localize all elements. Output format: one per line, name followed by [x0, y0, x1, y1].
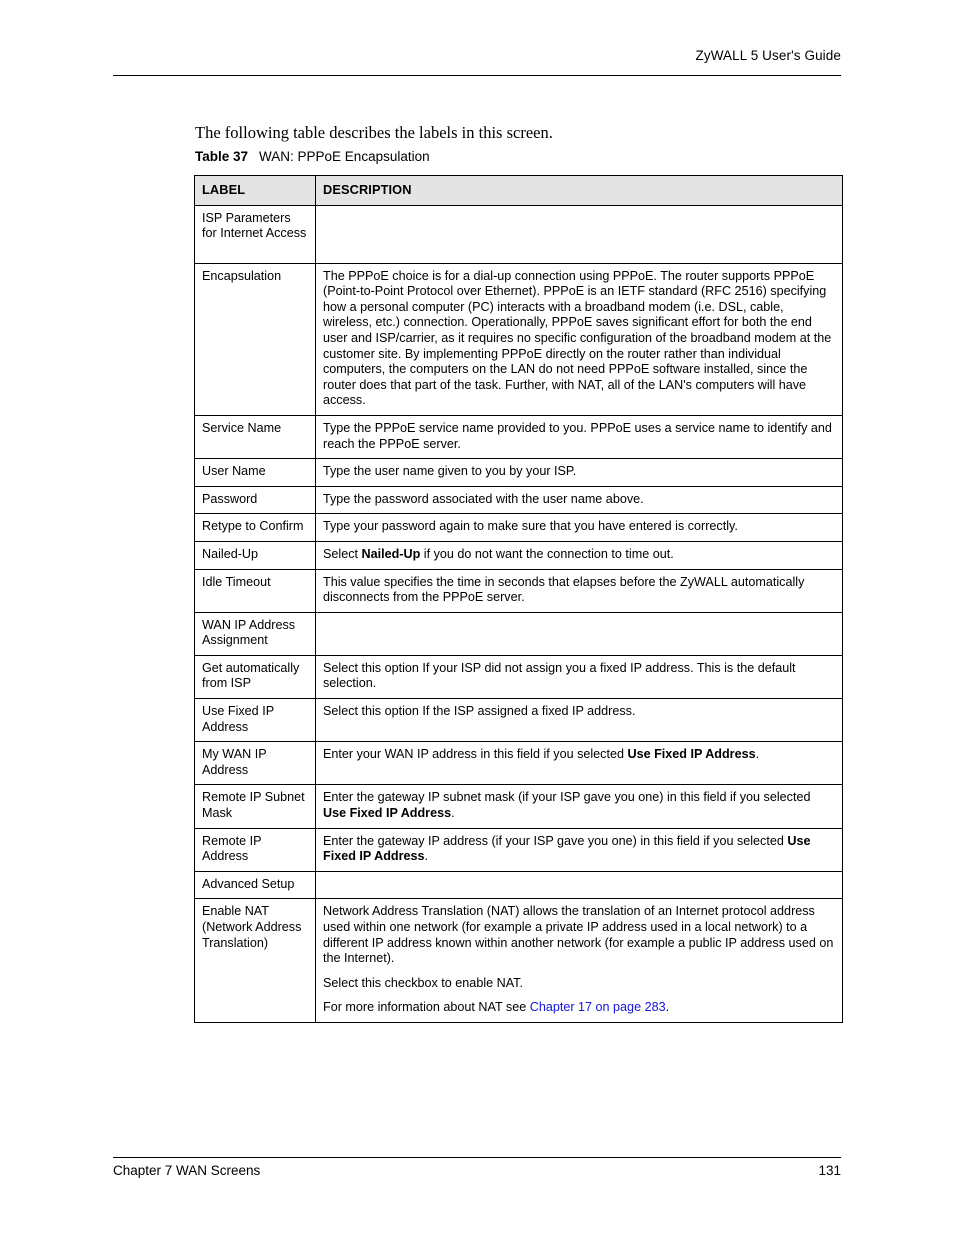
description-text: Select this checkbox to enable NAT.	[323, 975, 523, 990]
row-description	[316, 785, 843, 828]
table-row	[195, 655, 843, 698]
row-label: Password	[195, 486, 316, 514]
description-prefix: Enter the gateway IP address (if your ISP gave you one) in this field if you selected	[323, 833, 788, 848]
row-label: Remote IP Subnet Mask	[195, 785, 316, 828]
table-caption-number: Table 37	[195, 149, 249, 164]
table-row	[195, 742, 843, 785]
table-caption	[195, 149, 430, 164]
row-label: Service Name	[195, 415, 316, 458]
row-label: Remote IP Address	[195, 828, 316, 871]
intro-paragraph: The following table describes the labels in this screen.	[195, 122, 553, 142]
description-prefix: Enter the gateway IP subnet mask (if your ISP gave you one) in this field if you selected	[323, 790, 811, 805]
row-label: User Name	[195, 459, 316, 487]
description-text: Network Address Translation (NAT) allows the translation of an Internet protocol address used within one network (for example a private IP address used in a local network) to a different IP address known within another network (for example a public IP address used on the Internet).	[323, 904, 834, 966]
chapter-cross-reference-link[interactable]: Chapter 17 on page 283	[529, 1000, 666, 1015]
row-description	[316, 899, 843, 1023]
row-description	[316, 871, 843, 899]
description-suffix: .	[451, 806, 455, 821]
running-header: ZyWALL 5 User's Guide	[695, 48, 841, 63]
table-header-row	[195, 176, 843, 206]
row-description	[316, 612, 843, 655]
description-text: This value specifies the time in seconds that elapses before the ZyWALL automatically disconnects from the PPPoE server.	[323, 574, 805, 605]
description-text	[323, 747, 835, 763]
description-prefix: For more information about NAT see	[323, 1000, 530, 1015]
row-description	[316, 415, 843, 458]
table-row	[195, 541, 843, 569]
table-row	[195, 569, 843, 612]
row-label: Idle Timeout	[195, 569, 316, 612]
table-row	[195, 205, 843, 263]
row-description	[316, 263, 843, 415]
description-suffix: .	[755, 747, 760, 762]
description-prefix: Select	[323, 546, 362, 561]
description-suffix: if you do not want the connection to time out.	[420, 546, 674, 561]
description-emphasis: Use Fixed IP Address	[323, 833, 811, 864]
row-description	[316, 486, 843, 514]
footer-page-number: 131	[818, 1163, 841, 1178]
table-row	[195, 785, 843, 828]
row-label: WAN IP Address Assignment	[195, 612, 316, 655]
row-description	[316, 742, 843, 785]
row-description	[316, 699, 843, 742]
row-description	[316, 541, 843, 569]
row-label: Use Fixed IP Address	[195, 699, 316, 742]
table-row	[195, 263, 843, 415]
footer-divider	[113, 1157, 841, 1158]
table-row	[195, 828, 843, 871]
page-footer	[113, 1163, 841, 1178]
table-caption-title: WAN: PPPoE Encapsulation	[259, 149, 430, 164]
description-emphasis: Use Fixed IP Address	[627, 747, 756, 762]
description-suffix: .	[424, 849, 428, 864]
description-suffix: .	[665, 1000, 670, 1015]
table-row	[195, 459, 843, 487]
labels-table	[194, 175, 843, 1023]
row-label: Retype to Confirm	[195, 514, 316, 542]
header-divider	[113, 75, 841, 76]
table-row	[195, 899, 843, 1023]
description-text: Select this option If your ISP did not assign you a fixed IP address. This is the default selection.	[323, 660, 796, 691]
footer-chapter: Chapter 7 WAN Screens	[113, 1163, 261, 1178]
description-text: Select this option If the ISP assigned a fixed IP address.	[323, 704, 636, 719]
description-text: Type your password again to make sure that you have entered is correctly.	[323, 519, 738, 534]
description-emphasis: Nailed-Up	[361, 546, 421, 561]
row-label: ISP Parameters for Internet Access	[195, 205, 316, 263]
table-row	[195, 612, 843, 655]
column-header-description: DESCRIPTION	[316, 176, 843, 206]
description-text: The PPPoE choice is for a dial-up connection using PPPoE. The router supports PPPoE (Point-to-Point Protocol over Ethernet). PPPoE is an IETF standard (RFC 2516) specifying how a personal computer (PC) interacts with a broadband modem (i.e. DSL, cable, wireless, etc.) connection. Operationally, PPPoE saves significant effort for both the end user and ISP/carrier, as it requires no specific configuration of the broadband modem at the customer site. By implementing PPPoE directly on the router rather than individual computers, the computers on the LAN do not need PPPoE software installed, since the router does that part of the task. Further, with NAT, all of the LAN's computers will have access.	[323, 268, 832, 408]
row-description	[316, 514, 843, 542]
row-label: Enable NAT (Network Address Translation)	[195, 899, 316, 1023]
row-label: Get automatically from ISP	[195, 655, 316, 698]
row-description	[316, 828, 843, 871]
table-row	[195, 699, 843, 742]
labels-table-wrapper	[194, 175, 842, 1023]
description-emphasis: Use Fixed IP Address	[323, 806, 452, 821]
row-description	[316, 655, 843, 698]
row-label: My WAN IP Address	[195, 742, 316, 785]
description-text	[323, 834, 835, 865]
description-prefix: Enter your WAN IP address in this field if you selected	[323, 747, 628, 762]
table-row	[195, 415, 843, 458]
row-label: Encapsulation	[195, 263, 316, 415]
description-text	[323, 547, 835, 563]
description-text	[323, 790, 835, 821]
row-description	[316, 205, 843, 263]
description-text: Type the user name given to you by your ISP.	[323, 464, 577, 479]
row-label: Nailed-Up	[195, 541, 316, 569]
row-description	[316, 569, 843, 612]
row-label: Advanced Setup	[195, 871, 316, 899]
table-row	[195, 514, 843, 542]
description-text	[323, 1000, 835, 1016]
row-description	[316, 459, 843, 487]
column-header-label: LABEL	[195, 176, 316, 206]
table-row	[195, 486, 843, 514]
description-text: Type the PPPoE service name provided to you. PPPoE uses a service name to identify and reach the PPPoE server.	[323, 420, 832, 451]
table-row	[195, 871, 843, 899]
description-text: Type the password associated with the user name above.	[323, 491, 644, 506]
